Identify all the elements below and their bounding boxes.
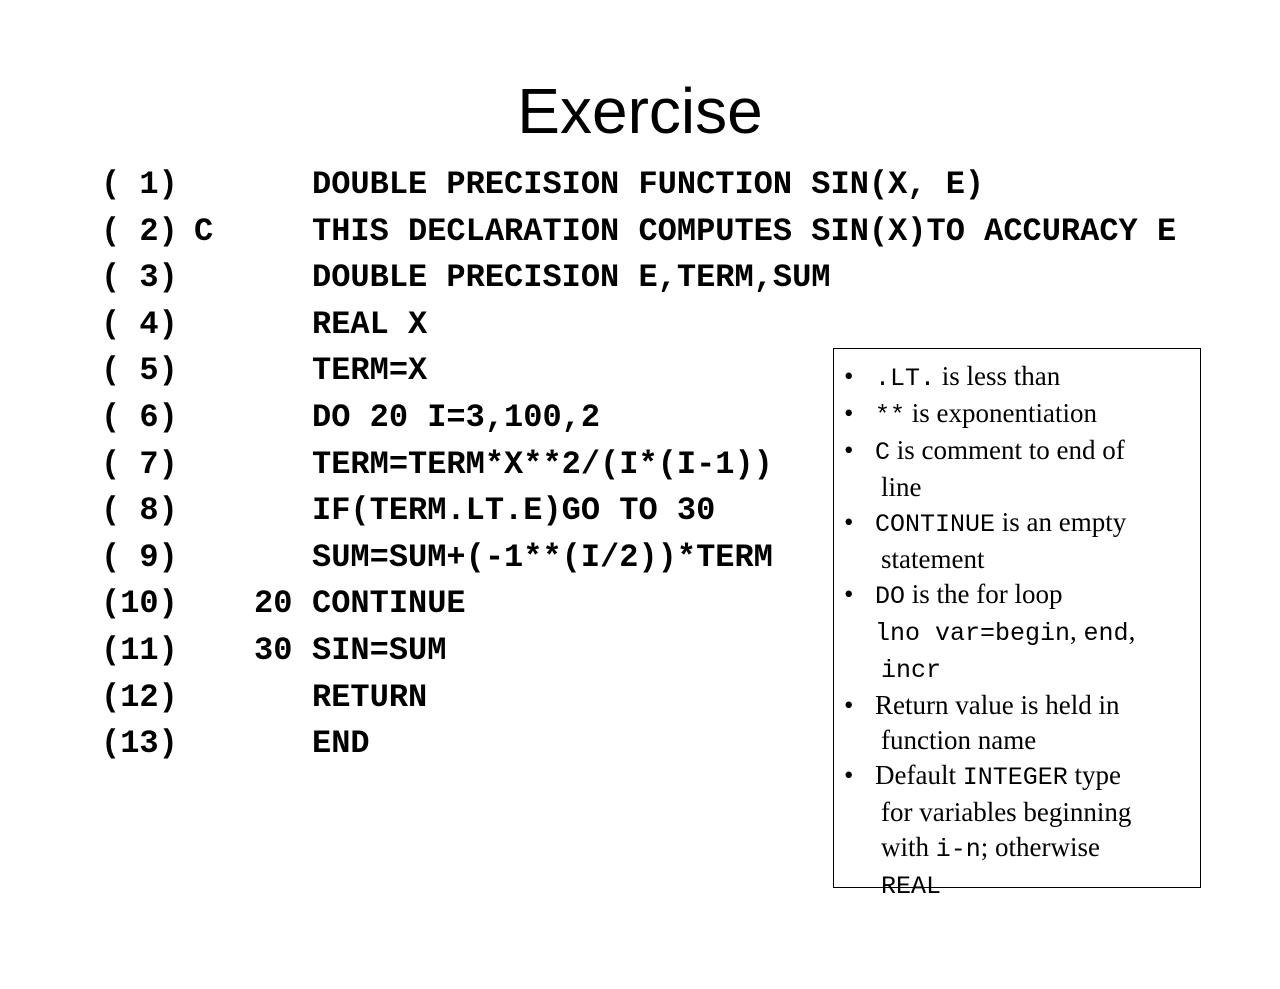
line-number: (10)	[101, 585, 178, 623]
line-number: ( 6)	[101, 398, 178, 436]
statement: IF(TERM.LT.E)GO TO 30	[312, 492, 716, 530]
code-term: i-n	[935, 835, 981, 864]
note-item	[834, 577, 1200, 688]
line-number: (12)	[101, 678, 178, 716]
bullet-icon: •	[844, 760, 854, 790]
bullet-icon: •	[844, 507, 854, 537]
code-term: CONTINUE	[875, 510, 996, 539]
line-number: ( 8)	[101, 492, 178, 530]
statement: SUM=SUM+(-1**(I/2))*TERM	[312, 538, 773, 576]
code-term: REAL	[881, 872, 942, 901]
note-text: is less than	[935, 361, 1061, 391]
statement: THIS DECLARATION COMPUTES SIN(X)TO ACCURACY E	[312, 212, 1177, 250]
note-text: ; otherwise	[980, 832, 1101, 862]
note-text: is an empty	[995, 507, 1127, 537]
code-term: INTEGER	[962, 763, 1068, 792]
statement: RETURN	[312, 678, 428, 716]
note-text: for variables beginning	[881, 797, 1132, 827]
bullet-icon: •	[844, 361, 854, 391]
code-term: lno var=begin	[875, 619, 1071, 648]
line-number: ( 4)	[101, 305, 178, 343]
statement: DO 20 I=3,100,2	[312, 398, 601, 436]
comment-marker: C	[194, 212, 214, 250]
note-text: is comment to end of	[890, 435, 1125, 465]
bullet-icon: •	[844, 690, 854, 720]
statement-label: 30	[254, 631, 293, 669]
note-text: ,	[1070, 616, 1084, 646]
note-text: with	[881, 832, 936, 862]
note-text: ,	[1128, 616, 1136, 646]
note-text: line	[881, 472, 922, 502]
statement: TERM=TERM*X**2/(I*(I-1))	[312, 445, 773, 483]
notes-box	[833, 348, 1201, 901]
note-text: type	[1067, 760, 1121, 790]
note-item	[834, 758, 1200, 904]
statement-label: 20	[254, 585, 293, 623]
code-term: .LT.	[875, 364, 936, 393]
note-text: is exponentiation	[905, 398, 1097, 428]
note-item	[834, 688, 1200, 758]
line-number: ( 1)	[101, 166, 178, 203]
note-item	[834, 433, 1200, 505]
code-term: **	[875, 401, 906, 430]
note-text: is the for loop	[905, 579, 1063, 609]
code-term: DO	[875, 582, 906, 611]
note-text: Return value is held in	[875, 690, 1120, 720]
note-text: statement	[881, 544, 985, 574]
statement: REAL X	[312, 305, 428, 343]
statement: TERM=X	[312, 352, 428, 390]
line-number: (11)	[101, 631, 178, 669]
line-number: ( 7)	[101, 445, 178, 483]
bullet-icon: •	[844, 435, 854, 465]
statement: END	[312, 725, 370, 763]
code-term: C	[875, 438, 891, 467]
code-term: incr	[881, 656, 942, 685]
line-number: (13)	[101, 725, 178, 763]
statement: SIN=SUM	[312, 631, 447, 669]
note-text: Default	[875, 760, 963, 790]
bullet-icon: •	[844, 579, 854, 609]
note-item	[834, 396, 1200, 433]
statement: DOUBLE PRECISION FUNCTION SIN(X, E)	[312, 166, 985, 203]
line-number: ( 2)	[101, 212, 178, 250]
line-number: ( 9)	[101, 538, 178, 576]
note-item	[834, 359, 1200, 396]
statement: DOUBLE PRECISION E,TERM,SUM	[312, 259, 831, 297]
note-item	[834, 505, 1200, 577]
line-number: ( 3)	[101, 259, 178, 297]
statement: CONTINUE	[312, 585, 466, 623]
bullet-icon: •	[844, 398, 854, 428]
slide-title: Exercise	[517, 75, 763, 147]
line-number: ( 5)	[101, 352, 178, 390]
note-text: function name	[881, 725, 1037, 755]
code-term: end	[1083, 619, 1129, 648]
